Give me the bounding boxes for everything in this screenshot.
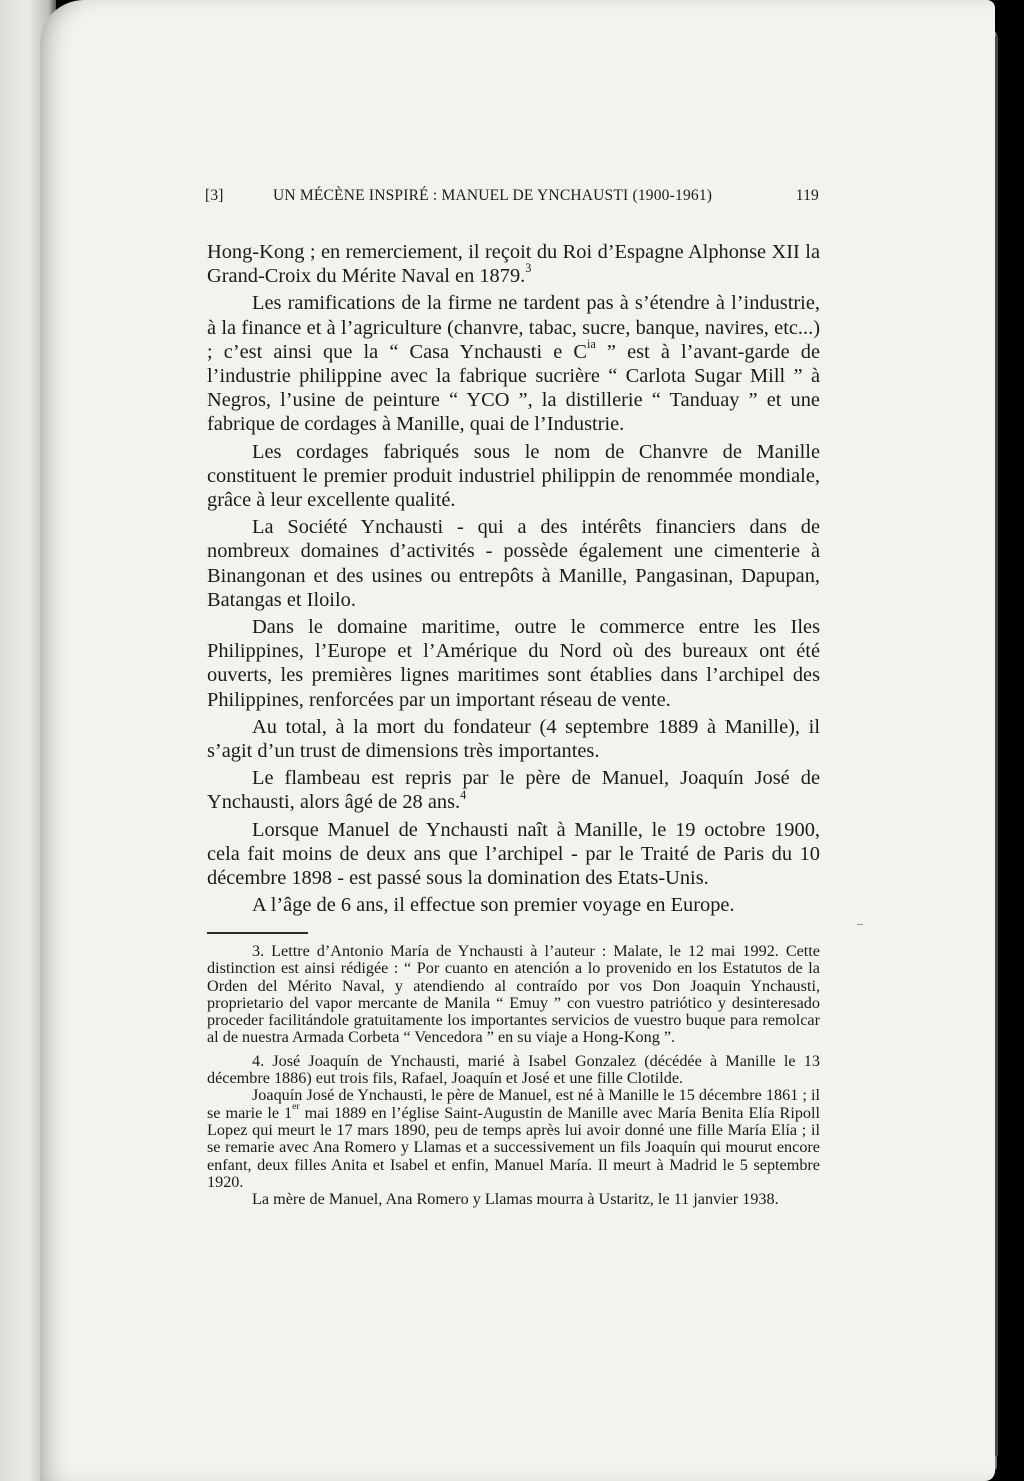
footnote-ref: 3 [525,261,532,276]
superscript: ia [586,337,596,352]
footnote-continuation: Joaquín José de Ynchausti, le père de Manuel, est né à Manille le 15 décembre 1861 ; il se marie le 1er mai 1889 en l’église Saint-Augustin de Manille avec María Benita Elía Ripoll Lopez qui meurt le 17 mars 1890, peu de temps après lui avoir donné une fille María Elía ; il se remarie avec Ana Romero y Llamas et a successivement un fils Joaquín qui mourut encore enfant, deux filles Anita et Isabel et enfin, Manuel María. Il meurt à Madrid le 5 septembre 1920. [207,1086,820,1191]
paragraph: Les cordages fabriqués sous le nom de Chanvre de Manille constituent le premier produit industriel philippin de renommée mondiale, grâce à leur excellente qualité. [207,440,820,512]
paragraph: A l’âge de 6 ans, il effectue son premier voyage en Europe. [252,894,735,917]
footnote: 3. Lettre d’Antonio María de Ynchausti à l’auteur : Malate, le 12 mai 1992. Cette distinction est ainsi rédigée : “ Por cuanto en atención a lo provenido en los Estatutos de la Orden del Mérito Naval, y atendiendo al contraído por vos Don Joaquin Ynchausti, proprietario del vapor mercante de Manila “ Emuy ” con vuestro patriótico y desinteresado proceder facilitándole gratuitamente los importantes servicios de vuestro buque para remolcar al de nuestra Armada Corbeta “ Vencedora ” en su viaje a Hong-Kong ”. [207,942,820,1047]
running-title: UN MÉCÈNE INSPIRÉ : MANUEL DE YNCHAUSTI (1900-1961) [273,187,713,204]
margin-mark [857,924,863,925]
main-text [207,240,820,920]
page-number: 119 [795,187,819,204]
paragraph: Hong-Kong ; en remerciement, il reçoit du Roi d’Espagne Alphonse XII la Grand-Croix du Mérite Naval en 1879.$^3$ [207,241,820,288]
running-header [205,187,819,209]
footnote-ref: 4 [460,787,467,802]
paragraph: Les ramifications de la firme ne tardent pas à s’étendre à l’industrie, à la finance et à l’agriculture (chanvre, tabac, sucre, banque, navires, etc...) ; c’est ainsi que la “ Casa Ynchausti e $C^{ia}$ ” est à l’avant-garde de l’industrie philippine avec la fabrique sucrière “ Carlota Sugar Mill ” à Negros, l’usine de peinture “ YCO ”, la distillerie “ Tanduay ” et une fabrique de cordages à Manille, quai de l’Industrie. [207,292,821,436]
paragraph: Au total, à la mort du fondateur (4 septembre 1889 à Manille), il s’agit d’un trust de dimensions très importantes. [207,715,820,763]
paragraph: La Société Ynchausti - qui a des intérêts financiers dans de nombreux domaines d’activités - possède également une cimenterie à Binangonan et des usines ou entrepôts à Manille, Pangasinan, Dapupan, Batangas et Iloilo. [207,516,820,611]
chapter-reference: [3] [205,187,224,204]
paragraph: Lorsque Manuel de Ynchausti naît à Manille, le 19 octobre 1900, cela fait moins de deux ans que l’archipel - par le Traité de Paris du 10 décembre 1898 - est passé sous la domination des Etats-Unis. [207,818,820,890]
footnotes [207,943,820,1208]
footnote: 4. José Joaquín de Ynchausti, marié à Isabel Gonzalez (décédée à Manille le 13 décembre 1886) eut trois fils, Rafael, Joaquín et José et une fille Clotilde. [207,1051,820,1088]
footnote-continuation: La mère de Manuel, Ana Romero y Llamas mourra à Ustaritz, le 11 janvier 1938. [252,1190,779,1209]
superscript: er [292,1101,300,1113]
paragraph: Le flambeau est repris par le père de Manuel, Joaquín José de Ynchausti, alors âgé de 28 ans.$^4$ [207,767,820,814]
paragraph: Dans le domaine maritime, outre le commerce entre les Iles Philippines, l’Europe et l’Amérique du Nord où des bureaux ont été ouverts, les premières lignes maritimes sont établies dans l’archipel des Philippines, renforcées par un important réseau de vente. [207,616,820,711]
footnote-separator [207,932,308,934]
